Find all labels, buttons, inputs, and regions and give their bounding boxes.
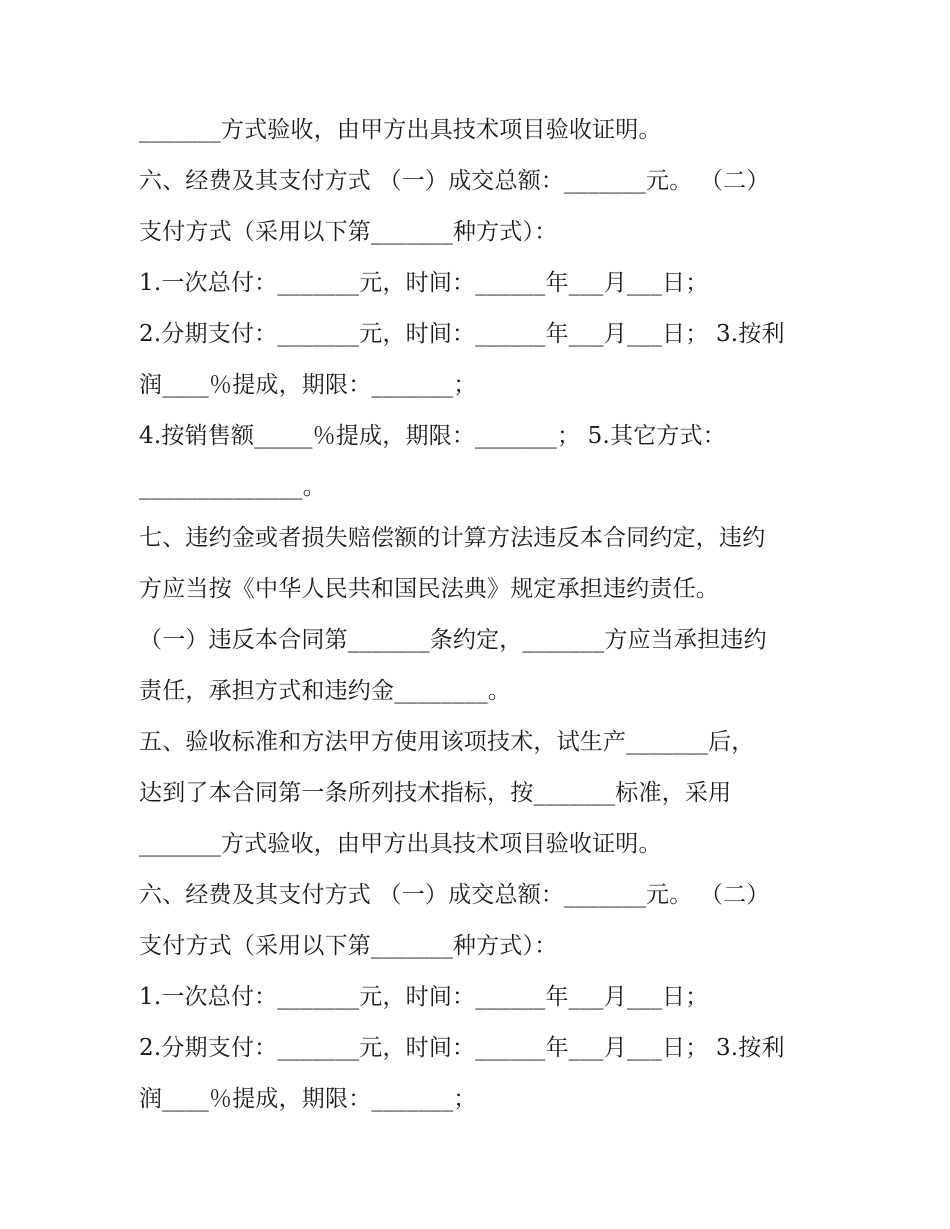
text-line: 2.分期支付：_______元，时间：______年___月___日； 3.按利 — [139, 1035, 785, 1061]
text-line: 2.分期支付：_______元，时间：______年___月___日； 3.按利 — [139, 321, 785, 347]
text-line: 支付方式（采用以下第_______种方式）： — [139, 933, 558, 959]
text-line: 1.一次总付：_______元，时间：______年___月___日； — [139, 270, 709, 296]
text-line: 七、违约金或者损失赔偿额的计算方法违反本合同约定，违约 — [139, 525, 766, 551]
text-line: 方应当按《中华人民共和国民法典》规定承担违约责任。 — [139, 576, 719, 602]
text-line: 责任，承担方式和违约金________。 — [139, 678, 511, 704]
text-line: 润____％提成，期限：_______； — [139, 1086, 477, 1112]
text-line: 1.一次总付：_______元，时间：______年___月___日； — [139, 984, 709, 1010]
text-line: _______方式验收，由甲方出具技术项目验收证明。 — [139, 831, 662, 857]
text-line: _______方式验收，由甲方出具技术项目验收证明。 — [139, 117, 662, 143]
text-line: 润____％提成，期限：_______； — [139, 372, 477, 398]
text-line: 达到了本合同第一条所列技术指标，按_______标准，采用 — [139, 780, 732, 806]
text-line: （一）违反本合同第_______条约定，_______方应当承担违约 — [139, 627, 767, 653]
text-line: ______________。 — [139, 474, 326, 500]
text-line: 六、经费及其支付方式 （一）成交总额：_______元。 （二） — [139, 882, 770, 908]
text-line: 五、验收标准和方法甲方使用该项技术，试生产_______后， — [139, 729, 755, 755]
text-line: 支付方式（采用以下第_______种方式）： — [139, 219, 558, 245]
text-line: 六、经费及其支付方式 （一）成交总额：_______元。 （二） — [139, 168, 770, 194]
text-line: 4.按销售额_____％提成，期限：_______； 5.其它方式： — [139, 423, 726, 449]
